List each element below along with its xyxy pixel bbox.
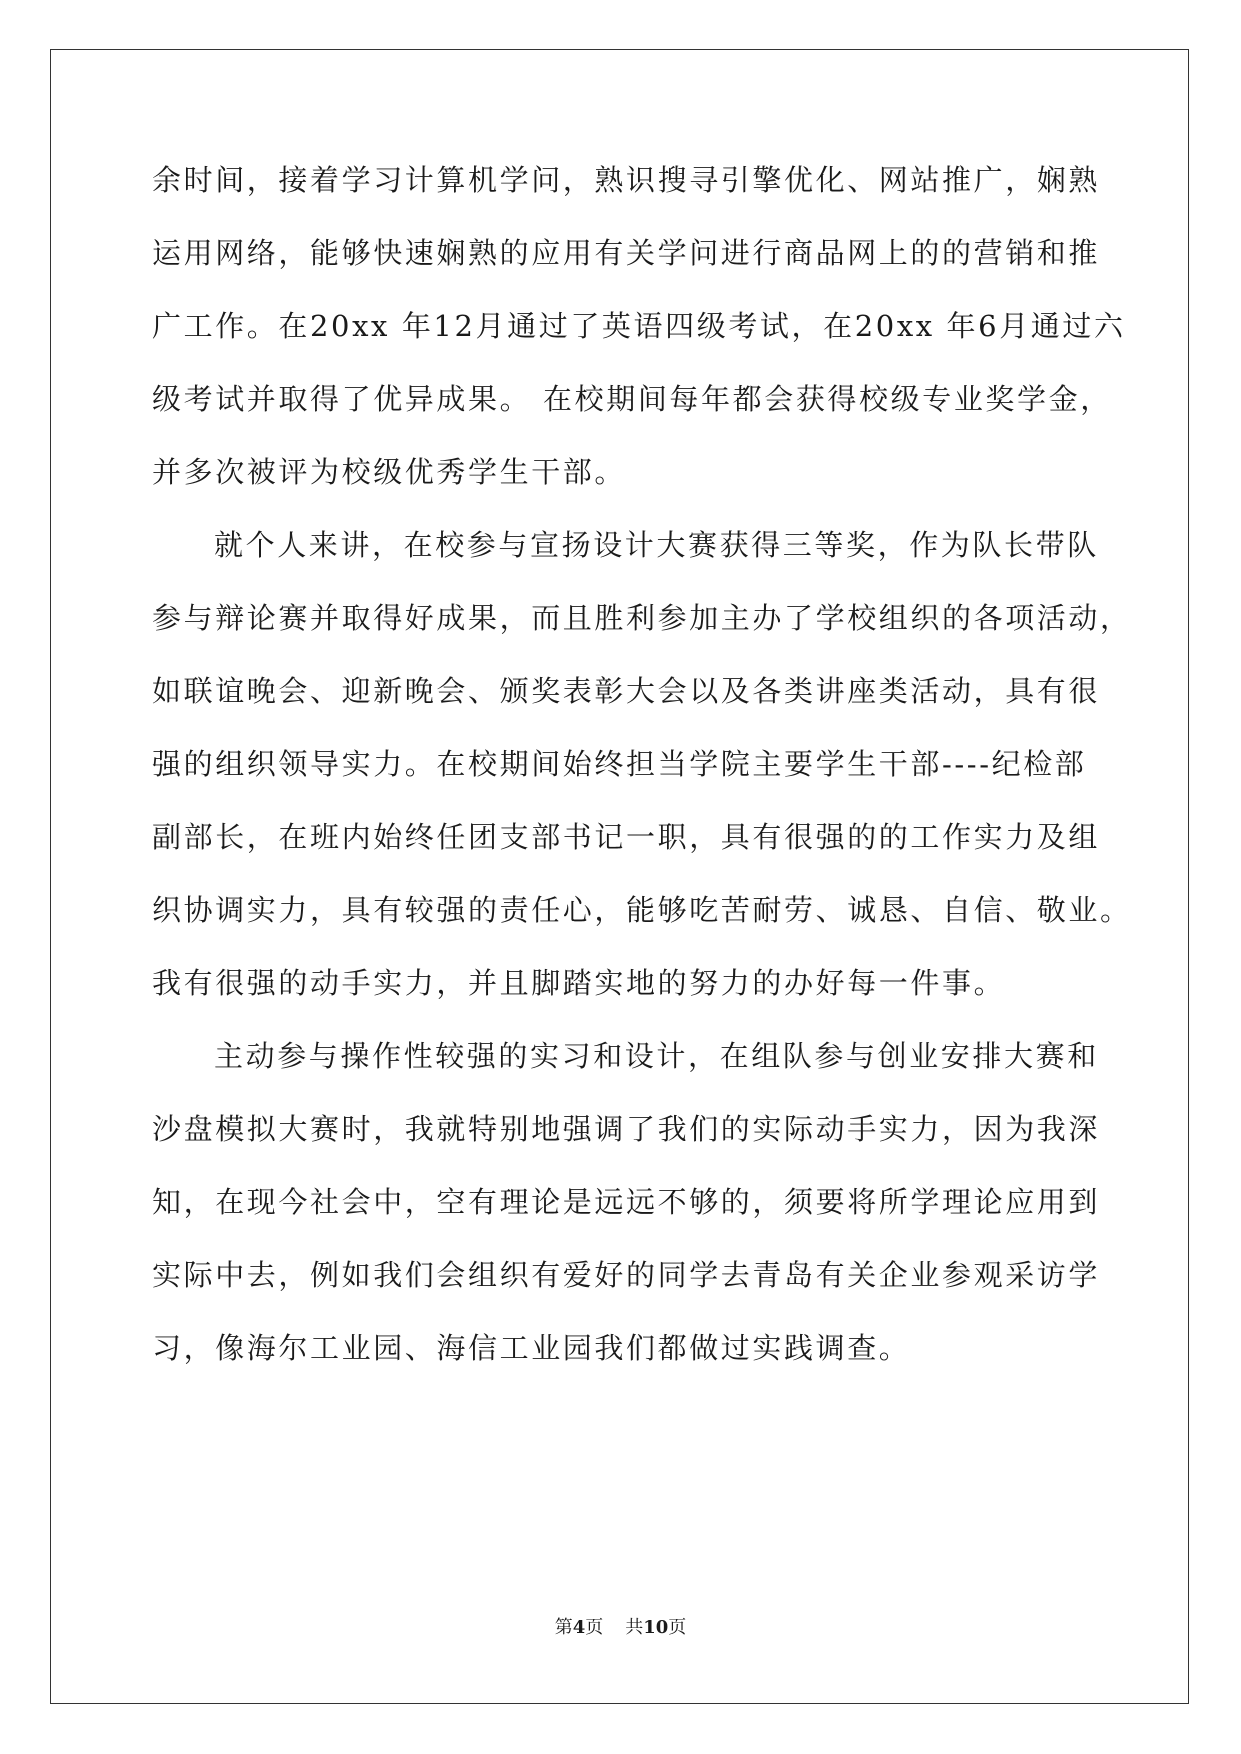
paragraph-1-line-5: 并多次被评为校级优秀学生干部。	[152, 455, 627, 489]
footer-total-suffix: 页	[668, 1617, 687, 1638]
paragraph-3-line-4: 实际中去，例如我们会组织有爱好的同学去青岛有关企业参观采访学	[152, 1258, 1101, 1292]
footer-page-suffix: 页	[585, 1617, 604, 1638]
paragraph-3-line-2: 沙盘模拟大赛时，我就特别地强调了我们的实际动手实力，因为我深	[152, 1112, 1101, 1146]
page-border	[50, 49, 1189, 1704]
paragraph-1-line-1: 余时间，接着学习计算机学问，熟识搜寻引擎优化、网站推广，娴熟	[152, 163, 1101, 197]
footer-page-prefix: 第	[554, 1617, 573, 1638]
paragraph-1-line-4: 级考试并取得了优异成果。 在校期间每年都会获得校级专业奖学金，	[152, 382, 1112, 416]
paragraph-2-line-6: 织协调实力，具有较强的责任心，能够吃苦耐劳、诚恳、自信、敬业。	[152, 893, 1132, 927]
paragraph-2-line-5: 副部长，在班内始终任团支部书记一职，具有很强的的工作实力及组	[152, 820, 1101, 854]
footer-total-pages: 10	[643, 1617, 669, 1638]
paragraph-2-line-2: 参与辩论赛并取得好成果，而且胜利参加主办了学校组织的各项活动，	[152, 601, 1132, 635]
paragraph-3-line-5: 习，像海尔工业园、海信工业园我们都做过实践调查。	[152, 1331, 911, 1365]
paragraph-1-line-3: 广工作。在20xx 年12月通过了英语四级考试，在20xx 年6月通过六	[152, 309, 1126, 343]
footer-total-prefix: 共	[625, 1617, 644, 1638]
paragraph-2-line-4: 强的组织领导实力。在校期间始终担当学院主要学生干部----纪检部	[152, 747, 1087, 781]
page-footer	[0, 1616, 1241, 1640]
paragraph-2-line-7: 我有很强的动手实力，并且脚踏实地的努力的办好每一件事。	[152, 966, 1006, 1000]
paragraph-2-line-1: 就个人来讲，在校参与宣扬设计大赛获得三等奖，作为队长带队	[214, 528, 1099, 562]
footer-page-number: 4	[572, 1617, 586, 1638]
paragraph-3-line-1: 主动参与操作性较强的实习和设计，在组队参与创业安排大赛和	[214, 1039, 1099, 1073]
paragraph-3-line-3: 知，在现今社会中，空有理论是远远不够的，须要将所学理论应用到	[152, 1185, 1101, 1219]
paragraph-1-line-2: 运用网络，能够快速娴熟的应用有关学问进行商品网上的的营销和推	[152, 236, 1101, 270]
paragraph-2-line-3: 如联谊晚会、迎新晚会、颁奖表彰大会以及各类讲座类活动，具有很	[152, 674, 1101, 708]
